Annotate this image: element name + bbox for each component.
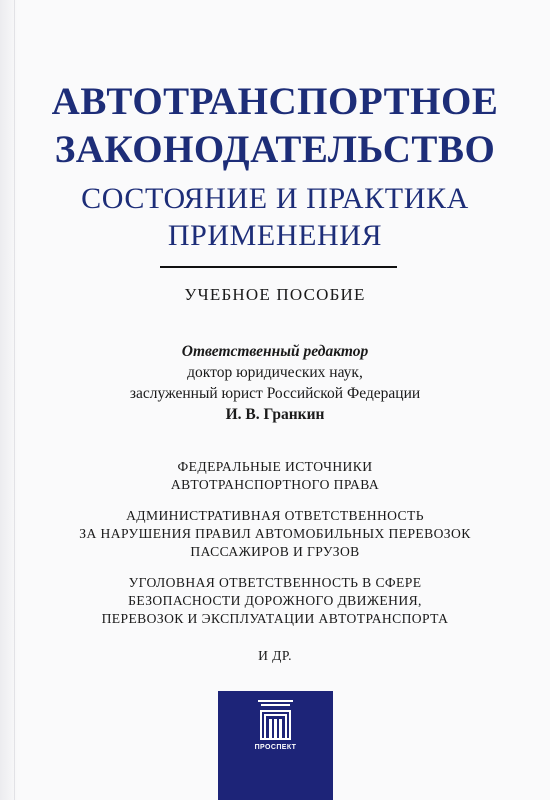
topics-list <box>0 458 550 641</box>
topic-item <box>0 574 550 628</box>
topic-line: ЗА НАРУШЕНИЯ ПРАВИЛ АВТОМОБИЛЬНЫХ ПЕРЕВОЗОК <box>79 526 471 541</box>
etc-label: И ДР. <box>258 648 292 663</box>
topic-line: ПЕРЕВОЗОК И ЭКСПЛУАТАЦИИ АВТОТРАНСПОРТА <box>101 611 449 626</box>
topic-line: БЕЗОПАСНОСТИ ДОРОЖНОГО ДВИЖЕНИЯ, <box>128 593 422 608</box>
topic-line: УГОЛОВНАЯ ОТВЕТСТВЕННОСТЬ В СФЕРЕ <box>128 575 422 590</box>
topic-item <box>0 458 550 494</box>
editor-name: И. В. Гранкин <box>225 406 325 423</box>
book-type: УЧЕБНОЕ ПОСОБИЕ <box>184 285 366 304</box>
sub-title-line-1: СОСТОЯНИЕ И ПРАКТИКА <box>81 182 469 215</box>
main-title-line-1: АВТОТРАНСПОРТНОЕ <box>51 80 499 123</box>
editor-role: Ответственный редактор <box>181 343 369 360</box>
title-divider <box>160 266 397 268</box>
main-title-line-2: ЗАКОНОДАТЕЛЬСТВО <box>54 128 496 171</box>
editor-block <box>0 341 550 425</box>
topic-line: АВТОТРАНСПОРТНОГО ПРАВА <box>170 477 380 492</box>
topic-line: АДМИНИСТРАТИВНАЯ ОТВЕТСТВЕННОСТЬ <box>126 508 424 523</box>
editor-credentials-1: доктор юридических наук, <box>187 364 363 381</box>
topic-line: ПАССАЖИРОВ И ГРУЗОВ <box>190 544 360 559</box>
publisher-name: ПРОСПЕКТ <box>254 744 297 751</box>
sub-title-line-2: ПРИМЕНЕНИЯ <box>167 219 383 252</box>
editor-credentials-2: заслуженный юрист Российской Федерации <box>129 385 421 402</box>
sub-title <box>0 180 550 254</box>
topic-item <box>0 507 550 561</box>
topic-line: ФЕДЕРАЛЬНЫЕ ИСТОЧНИКИ <box>177 459 373 474</box>
main-title <box>0 78 550 174</box>
